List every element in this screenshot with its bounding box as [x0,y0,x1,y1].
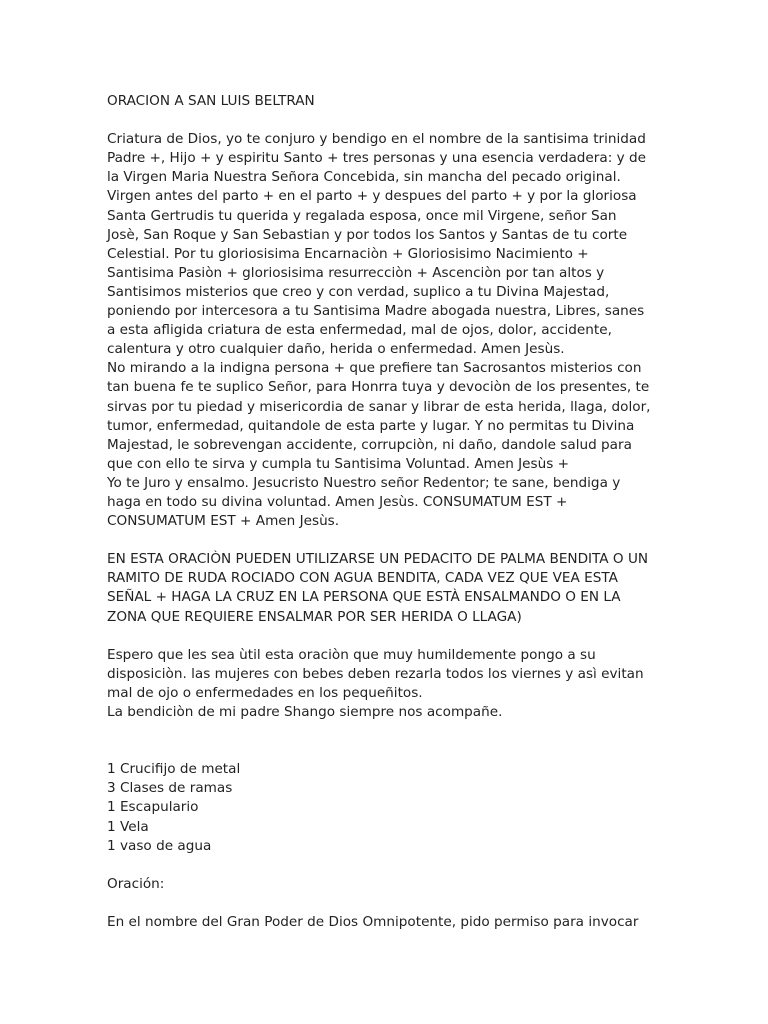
text-line: haga en todo su divina voluntad. Amen Jesùs. CONSUMATUM EST + [107,493,568,510]
text-line: Virgen antes del parto + en el parto + y despues del parto + y por la gloriosa [107,188,637,205]
text-line: No mirando a la indigna persona + que prefiere tan Sacrosantos misterios con [107,360,642,377]
text-line: tumor, enfermedad, quitandole de esta parte y lugar. Y no permitas tu Divina [107,417,635,434]
text-line: Espero que les sea ùtil esta oraciòn que muy humildemente pongo a su [107,646,596,663]
text-line: Santa Gertrudis tu querida y regalada esposa, once mil Virgene, señor San [107,207,617,224]
spacer [107,111,667,130]
text-line: ZONA QUE REQUIERE ENSALMAR POR SER HERIDA O LLAGA) [107,608,522,625]
text-line: sirvas por tu piedad y misericordia de sanar y librar de esta herida, llaga, dolor, [107,398,651,415]
list-item: 1 vaso de agua [107,837,212,854]
text-line: RAMITO DE RUDA ROCIADO CON AGUA BENDITA, CADA VEZ QUE VEA ESTA [107,570,618,587]
text-line: Josè, San Roque y San Sebastian y por todos los Santos y Santas de tu corte [107,226,628,243]
oracion-heading: Oración: [107,875,165,892]
text-line: a esta afligida criatura de esta enfermedad, mal de ojos, dolor, accidente, [107,322,612,339]
text-line: La bendiciòn de mi padre Shango siempre nos acompañe. [107,704,503,720]
document-title: ORACION A SAN LUIS BELTRAN [107,93,315,109]
list-item: 1 Escapulario [107,799,199,816]
document-page [107,92,667,932]
spacer [107,741,667,760]
text-line: Padre +, Hijo + y espiritu Santo + tres personas y una esencia verdadera: y de [107,150,646,167]
text-line: EN ESTA ORACIÒN PUEDEN UTILIZARSE UN PEDACITO DE PALMA BENDITA O UN [107,551,649,568]
text-line: tan buena fe te suplico Señor, para Honrra tuya y devociòn de los presentes, te [107,379,650,396]
text-line: Majestad, le sobrevengan accidente, corrupciòn, ni daño, dandole salud para [107,436,632,453]
list-item: 1 Vela [107,818,149,835]
text-line: que con ello te sirva y cumpla tu Santisima Voluntad. Amen Jesùs + [107,455,570,472]
text-line: En el nombre del Gran Poder de Dios Omnipotente, pido permiso para invocar [107,914,639,931]
spacer [107,722,667,741]
text-line: Criatura de Dios, yo te conjuro y bendigo en el nombre de la santisima trinidad [107,131,646,148]
materials-list [107,760,667,855]
text-line: calentura y otro cualquier daño, herida o enfermedad. Amen Jesùs. [107,341,565,358]
list-item: 1 Crucifijo de metal [107,761,241,778]
text-line: mal de ojo o enfermedades en los pequeñitos. [107,684,423,701]
text-line: poniendo por intercesora a tu Santisima Madre abogada nuestra, Libres, sanes [107,303,645,320]
list-item: 3 Clases de ramas [107,780,233,797]
prayer-paragraph [107,130,667,531]
text-line: la Virgen Maria Nuestra Señora Concebida, sin mancha del pecado original. [107,169,621,186]
text-line: disposiciòn. las mujeres con bebes deben rezarla todos los viernes y asì evitan [107,665,644,682]
text-line: Santisima Pasiòn + gloriosisima resurrecciòn + Ascenciòn por tan altos y [107,264,605,281]
text-line: SEÑAL + HAGA LA CRUZ EN LA PERSONA QUE ESTÀ ENSALMANDO O EN LA [107,589,621,606]
instructions-paragraph [107,550,667,626]
text-line: Yo te Juro y ensalmo. Jesucristo Nuestro señor Redentor; te sane, bendiga y [107,474,621,491]
spacer [107,894,667,913]
spacer [107,856,667,875]
text-line: Santisimos misterios que creo y con verdad, suplico a tu Divina Majestad, [107,283,610,300]
spacer [107,627,667,646]
spacer [107,531,667,550]
closing-paragraph [107,646,667,722]
text-line: Celestial. Por tu gloriosisima Encarnaciòn + Gloriosisimo Nacimiento + [107,245,589,262]
text-line: CONSUMATUM EST + Amen Jesùs. [107,513,340,530]
